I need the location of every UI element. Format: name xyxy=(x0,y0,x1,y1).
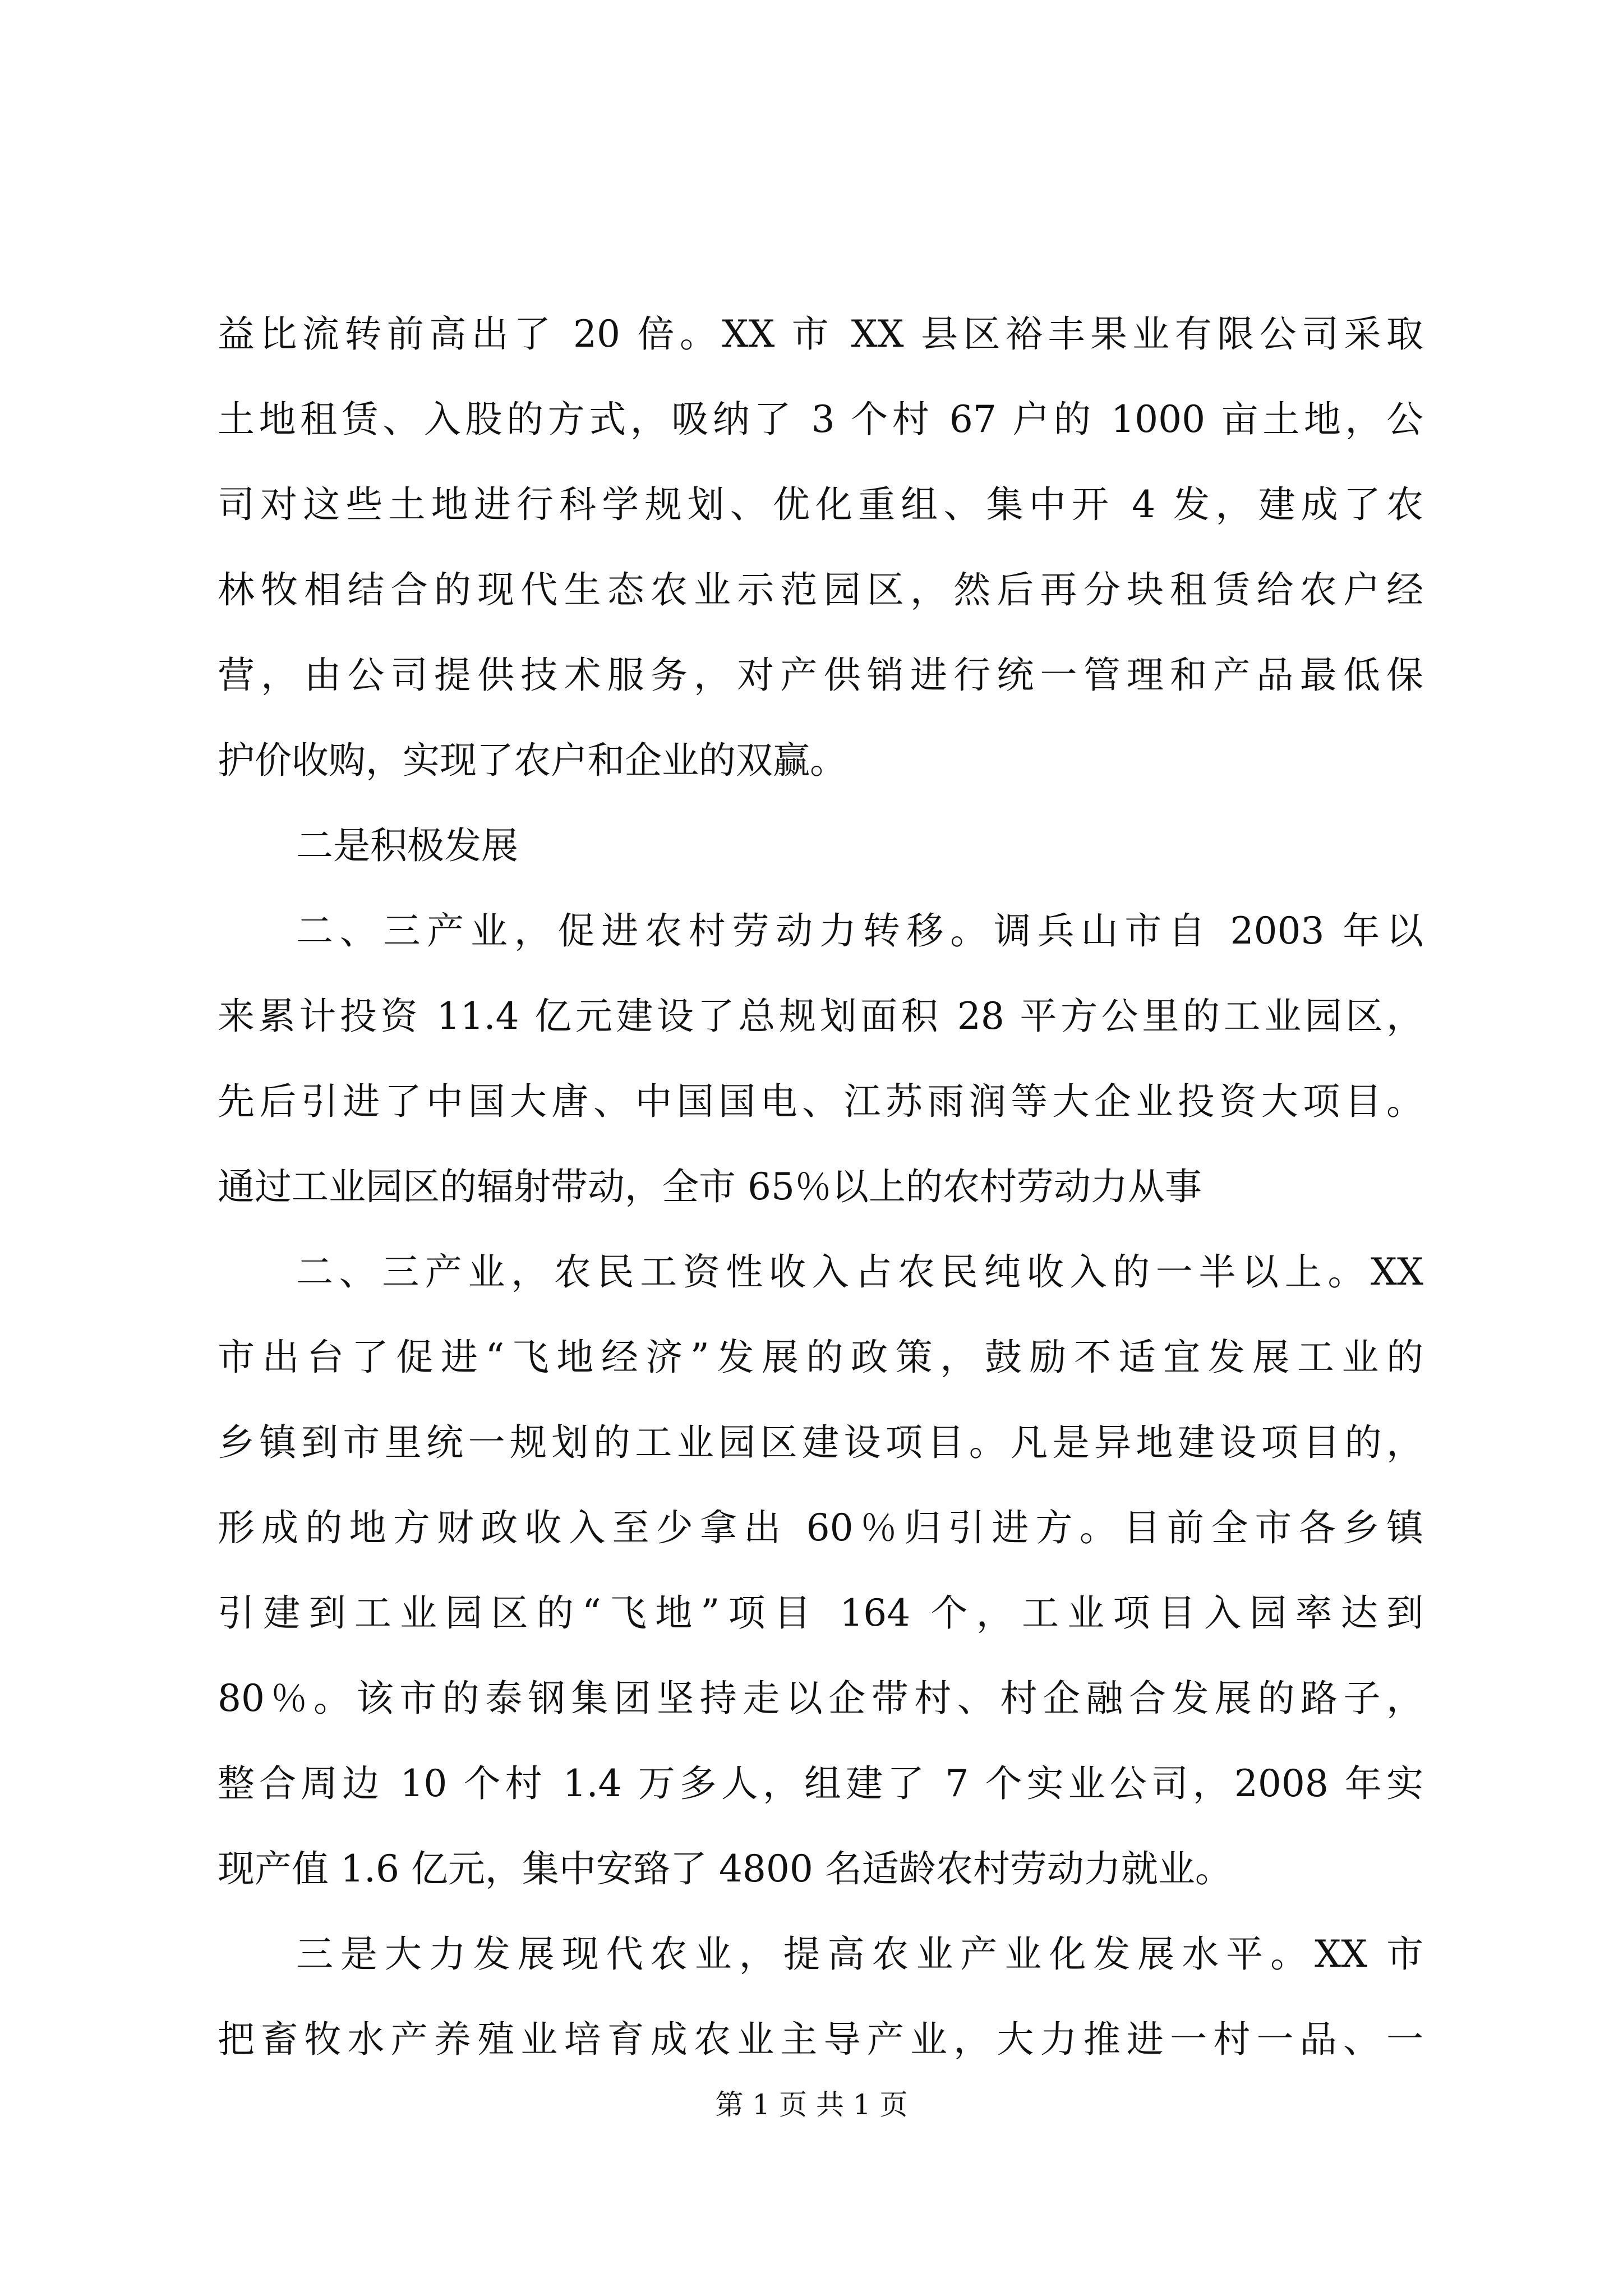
body-line: 整合周边 10 个村 1.4 万多人，组建了 7 个实业公司，2008 年实 xyxy=(218,1762,1423,1805)
body-line: 二、三产业，农民工资性收入占农民纯收入的一半以上。XX xyxy=(296,1250,1423,1294)
body-line: 乡镇到市里统一规划的工业园区建设项目。凡是异地建设项目的， xyxy=(218,1421,1423,1464)
body-line: 引建到工业园区的“飞地”项目 164 个，工业项目入园率达到 xyxy=(218,1591,1423,1635)
body-line: 来累计投资 11.4 亿元建设了总规划面积 28 平方公里的工业园区， xyxy=(218,995,1423,1038)
body-line: 现产值 1.6 亿元，集中安臵了 4800 名适龄农村劳动力就业。 xyxy=(218,1847,1232,1890)
body-line: 护价收购，实现了农户和企业的双赢。 xyxy=(218,739,847,782)
body-line: 司对这些土地进行科学规划、优化重组、集中开 4 发，建成了农 xyxy=(218,483,1423,526)
body-line: 80％。该市的泰钢集团坚持走以企带村、村企融合发展的路子， xyxy=(218,1677,1423,1720)
body-line: 形成的地方财政收入至少拿出 60％归引进方。目前全市各乡镇 xyxy=(218,1506,1423,1549)
body-line: 益比流转前高出了 20 倍。XX 市 XX 县区裕丰果业有限公司采取 xyxy=(218,312,1423,356)
body-line: 二、三产业，促进农村劳动力转移。调兵山市自 2003 年以 xyxy=(296,909,1423,953)
body-line: 林牧相结合的现代生态农业示范园区，然后再分块租赁给农户经 xyxy=(218,568,1423,611)
body-line: 营，由公司提供技术服务，对产供销进行统一管理和产品最低保 xyxy=(218,654,1423,697)
body-line: 二是积极发展 xyxy=(296,824,518,867)
body-line: 先后引进了中国大唐、中国国电、江苏雨润等大企业投资大项目。 xyxy=(218,1080,1423,1123)
body-line: 把畜牧水产养殖业培育成农业主导产业，大力推进一村一品、一 xyxy=(218,2018,1423,2061)
page-number-footer: 第 1 页 共 1 页 xyxy=(715,2088,908,2121)
body-line: 土地租赁、入股的方式，吸纳了 3 个村 67 户的 1000 亩土地，公 xyxy=(218,398,1423,441)
body-line: 三是大力发展现代农业，提高农业产业化发展水平。XX 市 xyxy=(296,1932,1423,1976)
body-line: 市出台了促进“飞地经济”发展的政策，鼓励不适宜发展工业的 xyxy=(218,1336,1423,1379)
body-line: 通过工业园区的辐射带动，全市 65％以上的农村劳动力从事 xyxy=(218,1165,1202,1208)
document-body xyxy=(218,292,1423,2082)
